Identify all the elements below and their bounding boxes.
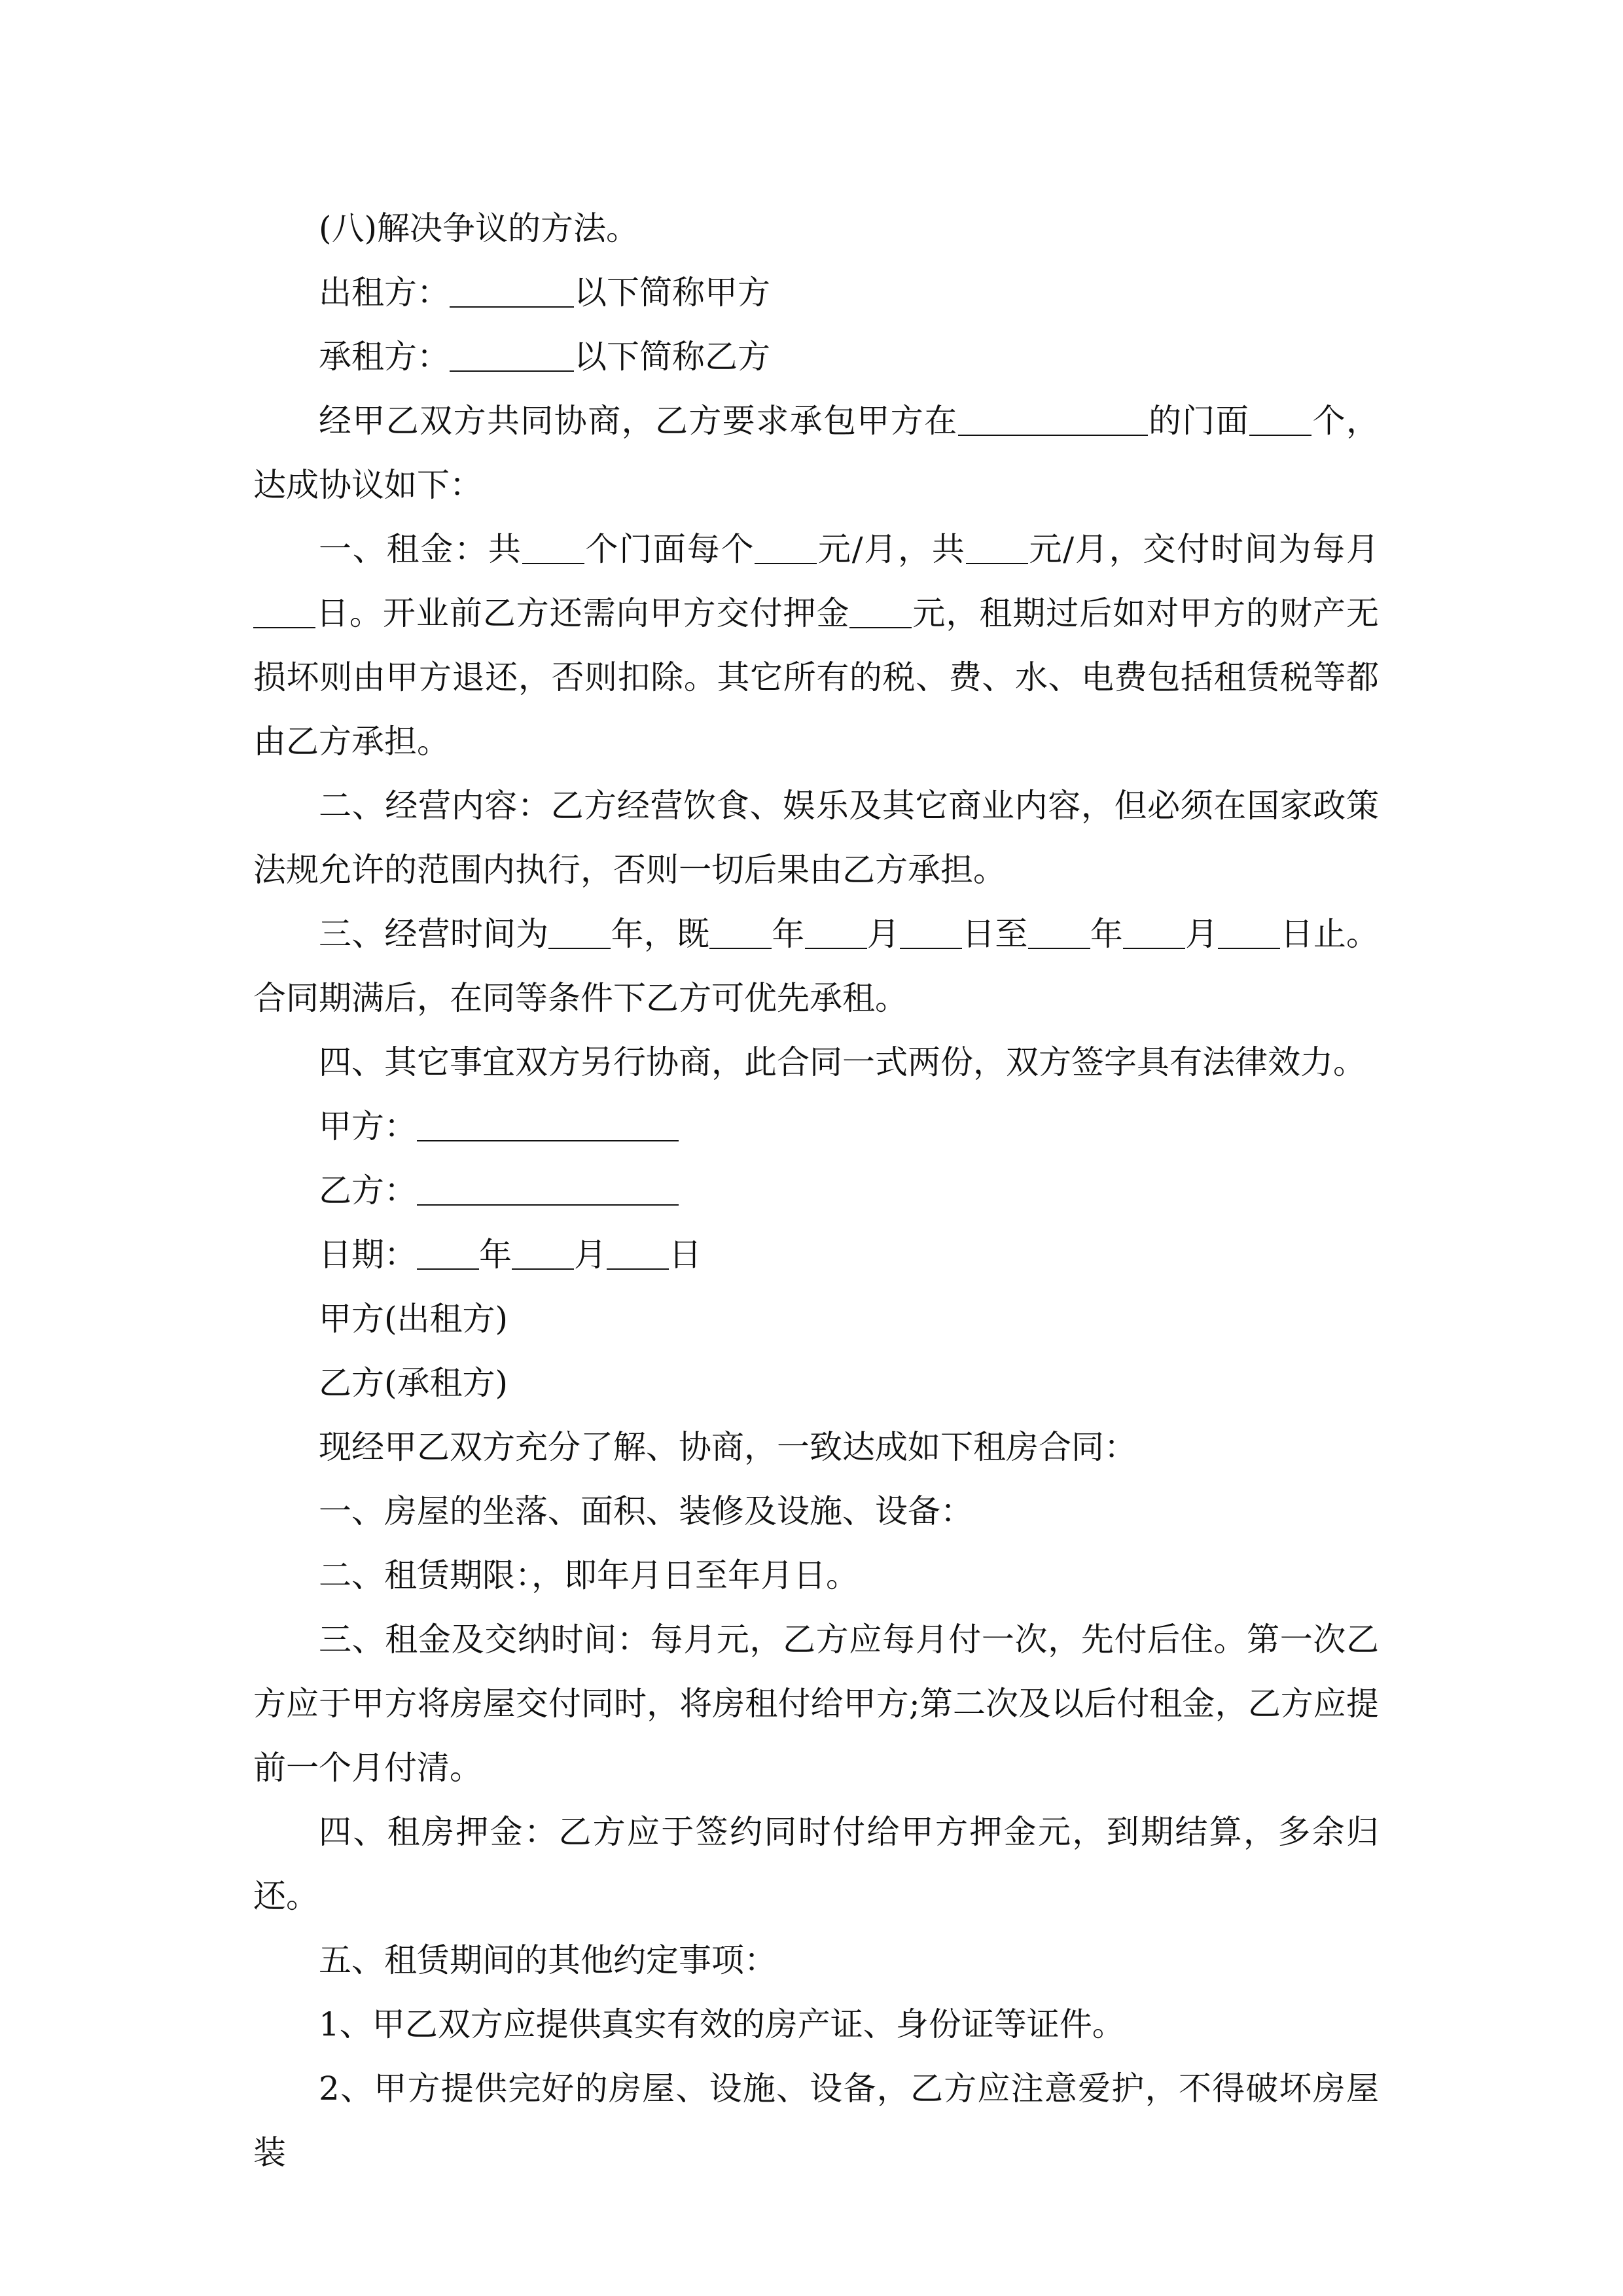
clause-1: 一、房屋的坐落、面积、装修及设施、设备： <box>319 1492 973 1530</box>
lessor-label: 出租方： <box>319 274 450 312</box>
count-blank <box>1249 402 1311 436</box>
date-year-label: 年 <box>479 1236 512 1274</box>
rent-text-b: 个门面每个 <box>584 530 755 568</box>
term-blank-7 <box>1218 915 1280 949</box>
term-text-h: 日止。合同期满后，在同等条件下乙方可优先承租。 <box>253 915 1380 1017</box>
term-text-g: 月 <box>1185 915 1219 953</box>
lessor-suffix: 以下简称甲方 <box>574 274 770 312</box>
rent-blank-2 <box>755 530 817 564</box>
term-blank-5 <box>1028 915 1090 949</box>
rent-blank-5 <box>849 594 912 628</box>
rent-text-c: 元/月，共 <box>817 530 966 568</box>
term-blank-4 <box>900 915 962 949</box>
intro-text-a: 经甲乙双方共同协商，乙方要求承包甲方在 <box>319 402 958 440</box>
term-clause <box>253 902 1379 1030</box>
lessee-suffix: 以下简称乙方 <box>574 338 770 376</box>
date-year-blank <box>417 1236 479 1270</box>
term-blank-2 <box>709 915 772 949</box>
party-a-heading: 甲方(出租方) <box>319 1300 508 1338</box>
rent-text-d: 元/月，交付时间为每月 <box>1027 530 1380 568</box>
clause-5: 五、租赁期间的其他约定事项： <box>319 1941 777 1979</box>
other-clause: 四、其它事宜双方另行协商，此合同一式两份，双方签字具有法律效力。 <box>319 1043 1366 1081</box>
lessee-line <box>253 325 1379 389</box>
sign-a-label: 甲方： <box>319 1107 417 1145</box>
business-clause: 二、经营内容：乙方经营饮食、娱乐及其它商业内容，但必须在国家政策法规允许的范围内执行，否则一切后果由乙方承担。 <box>253 787 1379 889</box>
clause-4: 四、租房押金：乙方应于签约同时付给甲方押金元，到期结算，多余归还。 <box>253 1813 1379 1915</box>
rent-blank-3 <box>966 530 1028 564</box>
rent-blank-1 <box>522 530 584 564</box>
term-text-b: 年，既 <box>611 915 710 953</box>
lessor-line <box>253 260 1379 325</box>
sign-b-blank <box>417 1172 679 1206</box>
sign-a-blank <box>417 1107 679 1141</box>
date-day-blank <box>607 1236 669 1270</box>
date-label: 日期： <box>319 1236 417 1274</box>
clause-2: 二、租赁期限：，即年月日至年月日。 <box>319 1556 859 1594</box>
sign-party-a <box>253 1094 1379 1158</box>
date-day-label: 日 <box>669 1236 702 1274</box>
term-blank-1 <box>548 915 611 949</box>
date-month-blank <box>512 1236 574 1270</box>
term-text-a: 三、经营时间为 <box>319 915 549 953</box>
clause-3: 三、租金及交纳时间：每月元，乙方应每月付一次，先付后住。第一次乙方应于甲方将房屋交付同时，将房租付给甲方;第二次及以后付租金，乙方应提前一个月付清。 <box>253 1621 1379 1787</box>
term-blank-6 <box>1123 915 1185 949</box>
lessor-blank <box>450 274 574 308</box>
term-blank-3 <box>805 915 867 949</box>
item-1: 1、甲乙双方应提供真实有效的房产证、身份证等证件。 <box>319 2005 1125 2043</box>
date-line <box>253 1223 1379 1287</box>
sign-party-b <box>253 1158 1379 1223</box>
lessee-blank <box>450 338 574 372</box>
rent-clause <box>253 517 1379 774</box>
date-month-label: 月 <box>574 1236 607 1274</box>
intro-paragraph <box>253 389 1379 517</box>
contract-intro: 现经甲乙双方充分了解、协商，一致达成如下租房合同： <box>319 1428 1137 1466</box>
location-blank <box>958 402 1148 436</box>
term-text-d: 月 <box>866 915 901 953</box>
term-text-e: 日至 <box>962 915 1028 953</box>
rent-text-e: 日。开业前乙方还需向甲方交付押金 <box>315 594 850 632</box>
rent-text-a: 一、租金：共 <box>319 530 522 568</box>
intro-text-c: 个，达成协议如下： <box>253 402 1380 504</box>
dispute-line: (八)解决争议的方法。 <box>319 209 639 247</box>
term-text-c: 年 <box>772 915 805 953</box>
intro-text-b: 的门面 <box>1147 402 1250 440</box>
term-text-f: 年 <box>1090 915 1124 953</box>
item-2: 2、甲方提供完好的房屋、设施、设备，乙方应注意爱护，不得破坏房屋装 <box>253 2070 1379 2172</box>
party-b-heading: 乙方(承租方) <box>319 1364 508 1402</box>
document-body <box>253 196 1379 2185</box>
rent-blank-4 <box>253 594 315 628</box>
lessee-label: 承租方： <box>319 338 450 376</box>
sign-b-label: 乙方： <box>319 1172 417 1210</box>
rent-text-f: 元，租期过后如对甲方的财产无损坏则由甲方退还，否则扣除。其它所有的税、费、水、电费包括租赁税等都由乙方承担。 <box>253 594 1380 761</box>
